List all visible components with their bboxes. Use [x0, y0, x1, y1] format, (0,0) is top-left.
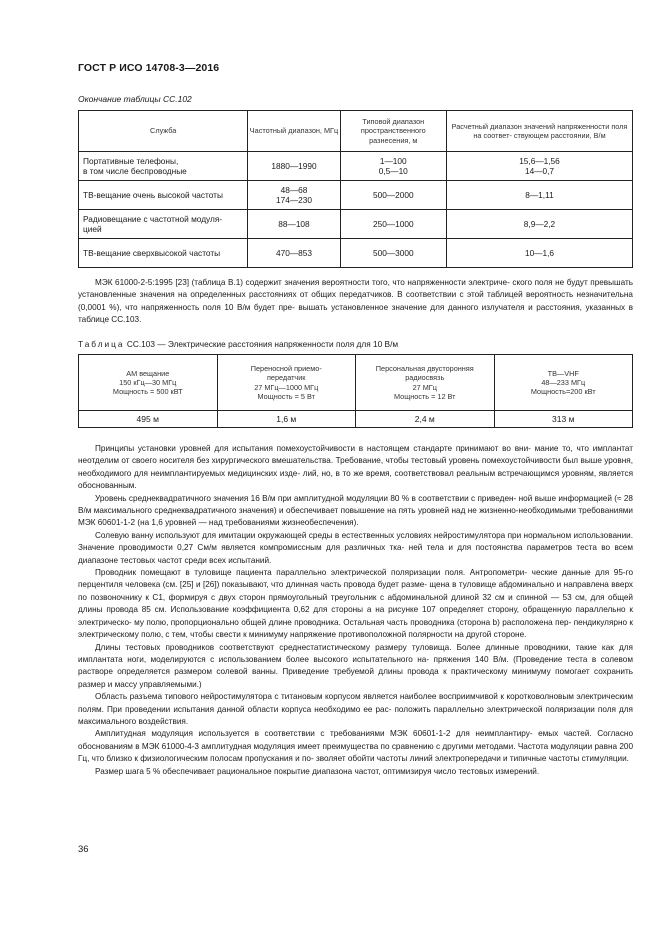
body-text — [78, 443, 633, 778]
table-cell: 10—1,6 — [446, 239, 632, 268]
table-cell: 8—1,11 — [446, 181, 632, 210]
paragraph: Уровень среднеквадратичного значения 16 В/м при амплитудной модуляции 80 % в соответствии с приведен- ной выше информацией (≈ 28 В/м максимального среднеквадратичного значения) и обеспечивает повышение на пять уровней над не жизненно-необходимыми требованиями МЭК 60601-1-2 (на 1,6 уровней — над требованиями жизнеобеспечения). — [78, 493, 633, 528]
table-row — [79, 210, 633, 239]
column-header: Частотный диапазон, МГц — [248, 111, 340, 152]
paragraph: Длины тестовых проводников соответствуют среднестатистическому размеру туловища. Более длинные проводники, такие как для имплантата ноги, моделируются с использованием более высокого испытательного на- пряжения 140 В/м. (Проведение теста в солевом растворе определяется размером солевой ванны. Приведение требуемой длины провода к практическому минимуму помогает сохранить размер и массу управляемыми.) — [78, 642, 633, 689]
table-cell: 250—1000 — [340, 210, 446, 239]
table-row — [79, 181, 633, 210]
paragraph: Амплитудная модуляция используется в соответствии с требованиями МЭК 60601-1-2 для неимплантиру- емых частей. Согласно обоснованиям в МЭК 61000-4-3 амплитудная модуляция имеет преимущества по сравнению с другими методами. Частота модуляции равна 200 Гц, что близко к физиологическим полосам пропускания и по- зволяет обойти частоты линий электропередачи и типичные частоты стимуляции. — [78, 729, 633, 764]
table-caption: Таблица СС.103 — Электрические расстояния напряженности поля для 10 В/м — [78, 339, 399, 349]
table-cell: 495 м — [79, 411, 218, 428]
paragraph: Проводник помещают в туловище пациента параллельно электрической поляризации поля. Антропометри- ческие данные для 95-го перцентиля человека (см. [25] и [26]) показывают, что длинная часть провода будет разме- щена в туловище абдоминально и направлена вверх по позвоночнику к C1, формируя с двух сторон прямоугольный треугольник с абдоминальной длиной 32 см и спинной — 53 см, для общей длины провода 85 см. Использование коэффициента 0,62 для стороны a на рисунке 107 определяет сторону, обращенную параллельно к электрическо- му полю, пропорционально общей длине проводника. Остальная часть проводника (сторона b) расположена пер- пендикулярно к электрическому полю, с тем, чтобы свести к минимуму напряжение противоположной полярности на другой стороне. — [78, 568, 633, 640]
column-header: АМ вещание 150 кГц—30 МГц Мощность = 500 кВТ — [79, 355, 218, 411]
table-cell: 1,6 м — [217, 411, 356, 428]
page-number: 36 — [78, 844, 89, 855]
table-cell: 15,6—1,56 14—0,7 — [446, 152, 632, 181]
table-cell: Радиовещание с частотной модуля- цией — [79, 210, 248, 239]
distance-table — [78, 354, 633, 428]
paragraph: МЭК 61000-2-5:1995 [23] (таблица В.1) содержит значения вероятности того, что напряженности электриче- ского поля не будут превышать установленные значения на определенных расстояниях от общих передатчиков. В соответствии с этой таблицей вероятность незначительна (0,0001 %), что напряженность поля 10 В/м будет пре- вышать установленное значение для данного излучателя и расстояния, указанных в таблице СС.103. — [78, 278, 633, 325]
table-continuation-caption: Окончание таблицы СС.102 — [78, 94, 192, 104]
standard-header: ГОСТ Р ИСО 14708-3—2016 — [78, 62, 220, 74]
table-cell: 48—68 174—230 — [248, 181, 340, 210]
table-cell: 88—108 — [248, 210, 340, 239]
table-row — [79, 239, 633, 268]
paragraph: Размер шага 5 % обеспечивает рациональное покрытие диапазона частот, оптимизируя число тестовых измерений. — [95, 766, 540, 776]
frequency-table — [78, 110, 633, 268]
table-cell: 470—853 — [248, 239, 340, 268]
table-cell: Портативные телефоны, в том числе беспроводные — [79, 152, 248, 181]
column-header: Персональная двусторонняя радиосвязь 27 МГц Мощность = 12 Вт — [356, 355, 495, 411]
table-row — [79, 152, 633, 181]
table-cell: 500—2000 — [340, 181, 446, 210]
column-header: Переносной приемо- передатчик 27 МГц—1000 МГц Мощность = 5 Вт — [217, 355, 356, 411]
column-header: Расчетный диапазон значений напряженности поля на соответ- ствующем расстоянии, В/м — [446, 111, 632, 152]
paragraph: Солевую ванну используют для имитации окружающей среды в естественных условиях нейростимулятора при нормальном использовании. Значение проводимости 0,27 См/м является компромиссным для различных тка- ней тела и для постоянства параметров теста во всем диапазоне тестовых частот среди всех испытаний. — [78, 530, 633, 565]
table-cell: 1880—1990 — [248, 152, 340, 181]
column-header: ТВ—VHF 48—233 МГц Мощность=200 кВт — [494, 355, 633, 411]
table-cell: 313 м — [494, 411, 633, 428]
table-cell: 2,4 м — [356, 411, 495, 428]
table-cell: ТВ-вещание сверхвысокой частоты — [79, 239, 248, 268]
table-cell: ТВ-вещание очень высокой частоты — [79, 181, 248, 210]
column-header: Типовой диапазон пространственного разнесения, м — [340, 111, 446, 152]
table-row — [79, 411, 633, 428]
table-cell: 8,9—2,2 — [446, 210, 632, 239]
column-header: Служба — [79, 111, 248, 152]
table-cell: 500—3000 — [340, 239, 446, 268]
table-cell: 1—100 0,5—10 — [340, 152, 446, 181]
paragraph: Область разъема типового нейростимулятора с титановым корпусом является наиболее восприимчивой к коротковолновым электрическим полям. При проведении испытания данной области корпуса необходимо ее рас- положить параллельно электрической поляризации поля для максимального воздействия. — [78, 692, 633, 726]
paragraph: Принципы установки уровней для испытания помехоустойчивости в настоящем стандарте принимают во вни- мание то, что имплантат неотделим от своего носителя без хирургического вмешательства. Требование, чтобы тестовый уровень помехоустойчивости был выше уровня, необходимого для неимплантируемых медицинских изде- лий, но, в то же время, соответствовал реальным встречающимся уровням, является обоснованным. — [78, 444, 633, 491]
